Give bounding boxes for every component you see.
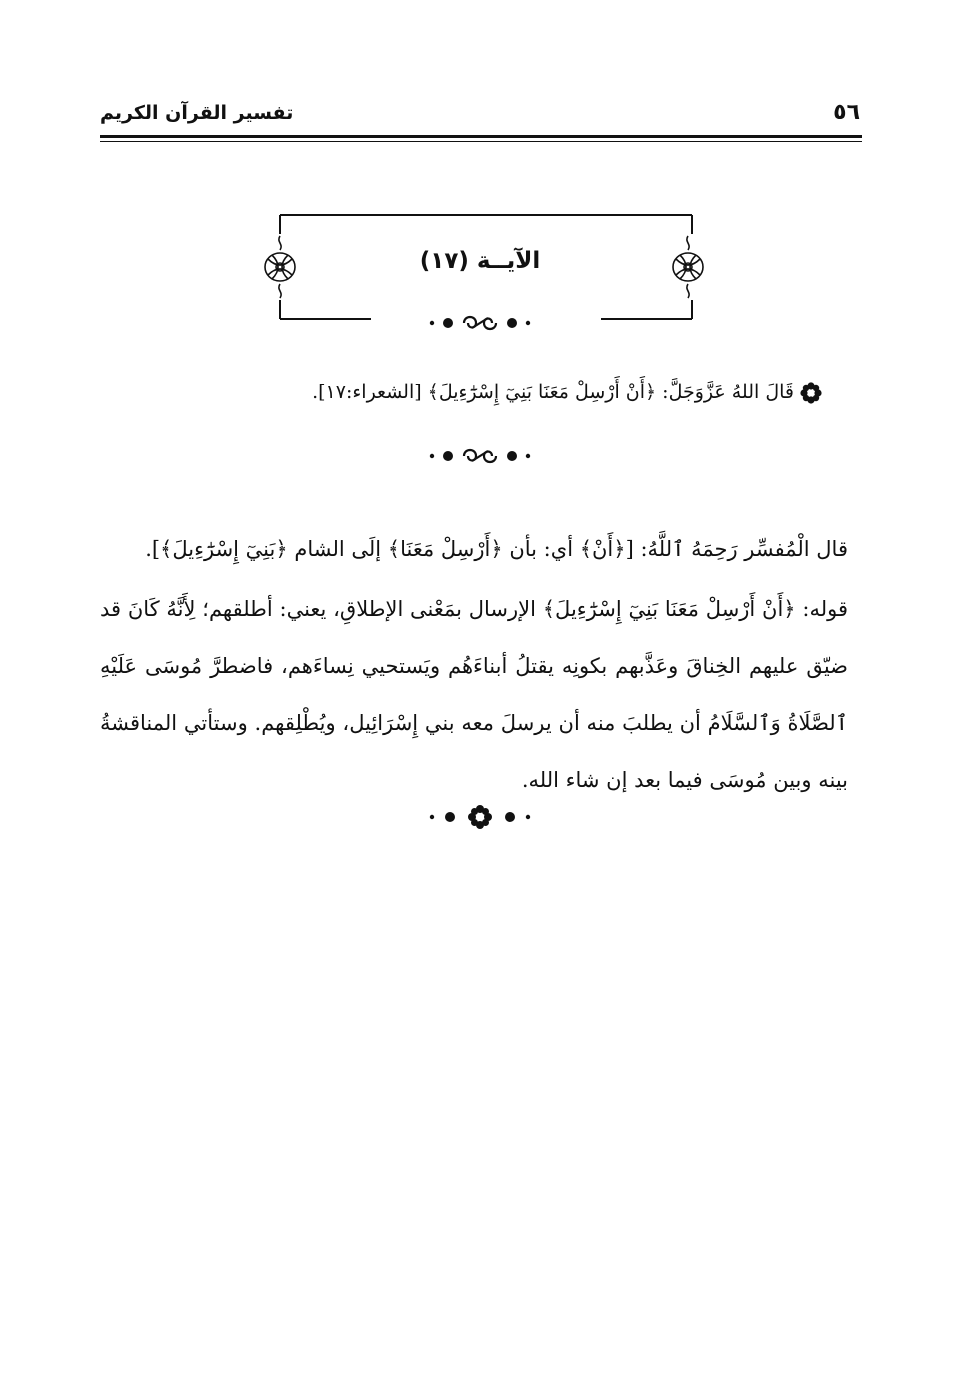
dots-swirl-divider-icon	[420, 312, 540, 334]
end-divider	[0, 804, 960, 834]
page-number: ٥٦	[833, 100, 860, 125]
running-header	[100, 96, 860, 136]
header-rule	[100, 135, 862, 138]
dots-flower-divider-icon	[420, 804, 540, 830]
verse-line	[100, 372, 822, 412]
commentary-paragraph-1: قال الْمُفسِّر رَحِمَهُ ٱللَّهُ: [﴿أَنْ﴾ أي: بأن ﴿أَرْسِلْ مَعَنَا﴾ إلَى الشام ﴿بَنِيٓ إِسْرَٰٓءِيلَ﴾].	[145, 537, 848, 561]
header-rule-thin	[100, 141, 862, 142]
heading-divider	[0, 312, 960, 338]
verse-divider	[0, 445, 960, 471]
flower-bullet-icon	[800, 382, 822, 404]
ayah-heading: الآيــة (١٧)	[419, 248, 541, 274]
verse-text: قَالَ اللهُ عَزَّوَجَلَّ: ﴿أَنْ أَرْسِلْ مَعَنَا بَنِيٓ إِسْرَٰٓءِيلَ﴾ [الشعراء:١٧].	[312, 381, 794, 403]
commentary-paragraph-2: قوله: ﴿أَنْ أَرْسِلْ مَعَنَا بَنِيٓ إِسْرَٰٓءِيلَ﴾ الإرسال بمَعْنى الإطلاقِ، يعني: أطلقهم؛ لِأَنَّهُ كَانَ قد ضيّق عليهم الخِناقَ وعَذَّبهم بكونِه يقتلُ أبناءَهُم ويَستحيي نِساءَهم، فاضطرَّ مُوسَى عَلَيْهِ ٱلصَّلَاةُ وَٱلسَّلَامُ أن يطلبَ منه أن يرسلَ معه بني إِسْرَائِيل، ويُطْلِقهم. وستأتي المناقشةُ بينه وبين مُوسَى فيما بعد إن شاء الله.	[100, 597, 848, 792]
dots-swirl-divider-icon-2	[420, 445, 540, 467]
book-title: تفسير القرآن الكريم	[100, 102, 294, 124]
